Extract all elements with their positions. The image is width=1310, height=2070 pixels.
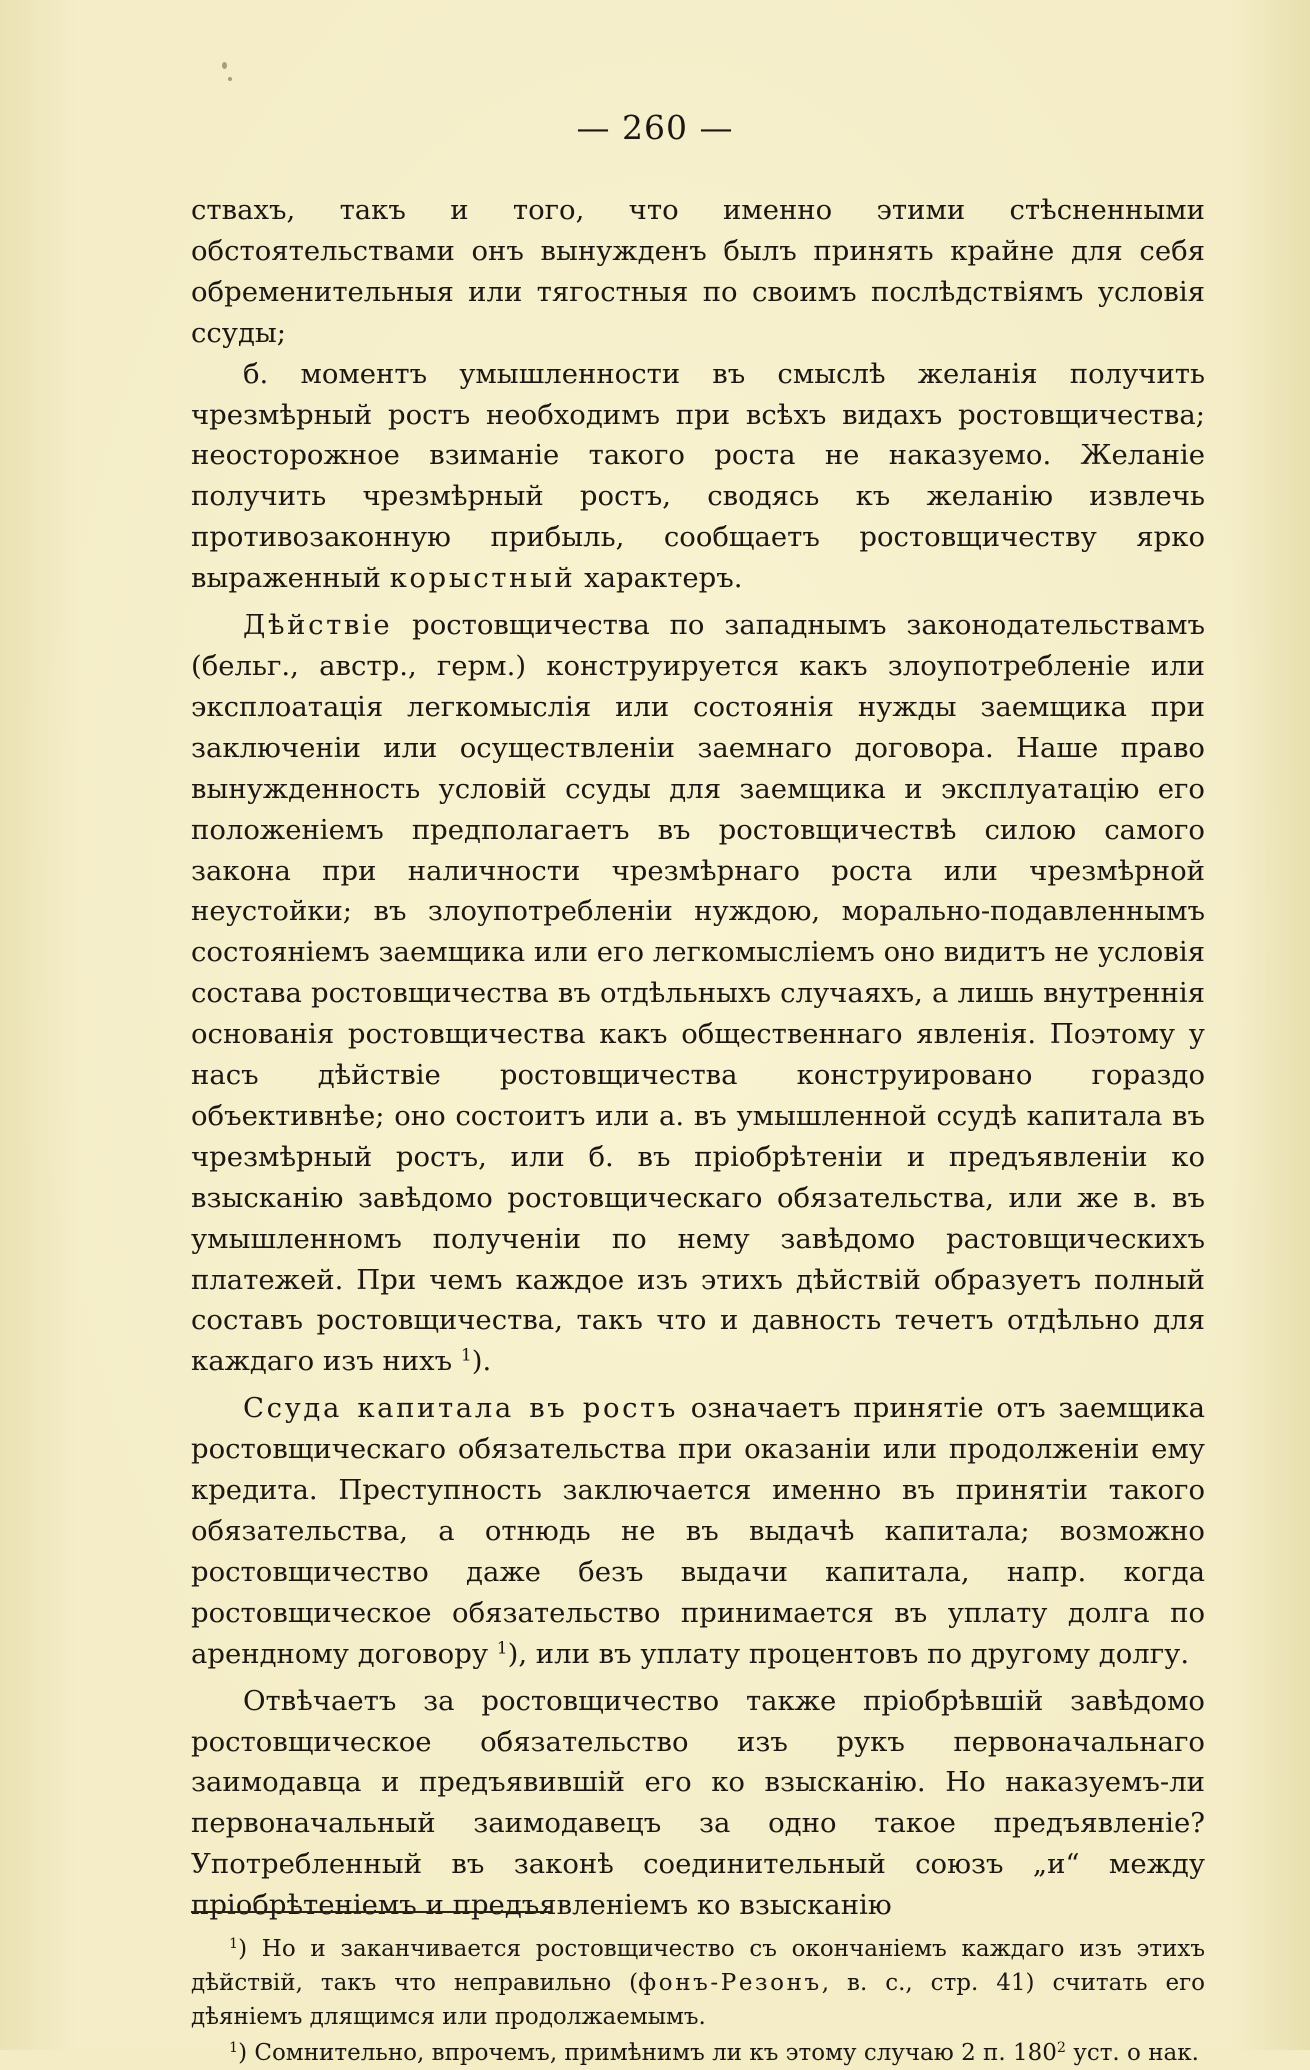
spaced-term: корыстный <box>389 562 576 595</box>
footnote-mark: 1 <box>229 2040 239 2057</box>
paragraph: Отвѣчаетъ за ростовщичество также пріобрѣвшій завѣдомо ростовщическое обязательство изъ рукъ первоначальнаго заимодавца и предъявившій его ко взысканію. Но наказуемъ-ли первоначальный заимодавецъ за одно такое предъявленіе? Употребленный въ законѣ соединительный союзъ „и“ между пріобрѣтеніемъ и предъявленіемъ ко взысканію <box>191 1684 1205 1922</box>
footnote <box>191 1932 1205 2034</box>
paragraph-text: означаетъ принятіе отъ заемщика ростовщическаго обязательства при оказаніи или продолженіи ему кредита. Преступность заключается именно въ принятіи такого обязательства, а отнюдь не въ выдачѣ капитала; возможно ростовщичество даже безъ выдачи капитала, напр. когда ростовщическое обязательство принимается въ уплату долга по арендному договору <box>191 1392 1205 1670</box>
footnote-text: ) Но и заканчивается ростовщичество съ окончаніемъ каждаго изъ этихъ дѣйствій, такъ что неправильно ( <box>191 1936 1205 1996</box>
spaced-term: Ссуда капитала въ ростъ <box>243 1392 679 1425</box>
footnote-mark: 1 <box>229 1936 239 1953</box>
footnote-text: , в. с., стр. 41) считать его дѣяніемъ длящимся или продолжаемымъ. <box>191 1970 1205 2030</box>
paragraph <box>191 605 1205 1382</box>
footnote <box>191 2036 1205 2070</box>
footnote-ref[interactable]: 1 <box>496 1638 508 1659</box>
footnote-text: ) Сомнительно, впрочемъ, примѣнимъ ли къ этому случаю 2 п. 180 <box>238 2040 1057 2066</box>
paragraph-text: ростовщичества по западнымъ законодательствамъ (бельг., австр., герм.) конструируется какъ злоупотребленіе или эксплоатація легкомыслія или состоянія нужды заемщика при заключеніи или осуществленіи заемнаго договора. Наше право вынужденность условій ссуды для заемщика и эксплуатацію его положеніемъ предполагаетъ въ ростовщичествѣ силою самого закона при наличности чрезмѣрнаго роста или чрезмѣрной неустойки; въ злоупотребленіи нуждою, морально-подавленнымъ состояніемъ заемщика или его легкомысліемъ оно видитъ не условія состава ростовщичества въ отдѣльныхъ случаяхъ, а лишь внутреннія основанія ростовщичества какъ общественнаго явленія. Поэтому у насъ дѣйствіе ростовщичества конструировано гораздо объективнѣе; оно состоитъ или а. въ умышленной ссудѣ капитала въ чрезмѣрный ростъ, или б. въ пріобрѣтеніи и предъявленіи ко взысканію завѣдомо ростовщическаго обязательства, или же в. въ умышленномъ полученіи по нему завѣдомо растовщическихъ платежей. При чемъ каждое изъ этихъ дѣйствій образуетъ полный составъ ростовщичества, такъ что и давность течетъ отдѣльно для каждаго изъ нихъ <box>191 609 1205 1378</box>
footnotes <box>191 1932 1205 2070</box>
spaced-term: Дѣйствіе <box>243 609 393 642</box>
paper-speck <box>228 77 232 81</box>
paragraph-text: б. моментъ умышленности въ смыслѣ желанія получить чрезмѣрный ростъ необходимъ при всѣхъ видахъ ростовщичества; неосторожное взиманіе такого роста не наказуемо. Желаніе получить чрезмѣрный ростъ, сводясь къ желанію извлечь противозаконную прибыль, сообщаетъ ростовщичеству ярко выраженный <box>191 357 1205 595</box>
paragraph <box>191 1388 1205 1674</box>
paragraph: ствахъ, такъ и того, что именно этими стѣсненными обстоятельствами онъ вынужденъ былъ принять крайне для себя обременительныя или тягостныя по своимъ послѣдствіямъ условія ссуды; <box>191 194 1205 349</box>
paper-speck <box>222 62 227 69</box>
footnote-divider <box>191 1911 551 1913</box>
footnote-ref[interactable]: 1 <box>460 1346 472 1366</box>
paragraph-text: ). <box>471 1345 492 1378</box>
main-text <box>191 190 1205 1926</box>
footnote-superscript: 2 <box>1056 2040 1066 2057</box>
paragraph-text: характеръ. <box>575 562 743 595</box>
page-number: — 260 — <box>576 108 734 147</box>
footnote-text: уст. о нак. <box>1065 2040 1199 2066</box>
footnote-author: фонъ-Резонъ <box>638 1970 822 1996</box>
paragraph-text: ), или въ уплату процентовъ по другому долгу. <box>507 1637 1190 1670</box>
paragraph <box>191 354 1205 599</box>
